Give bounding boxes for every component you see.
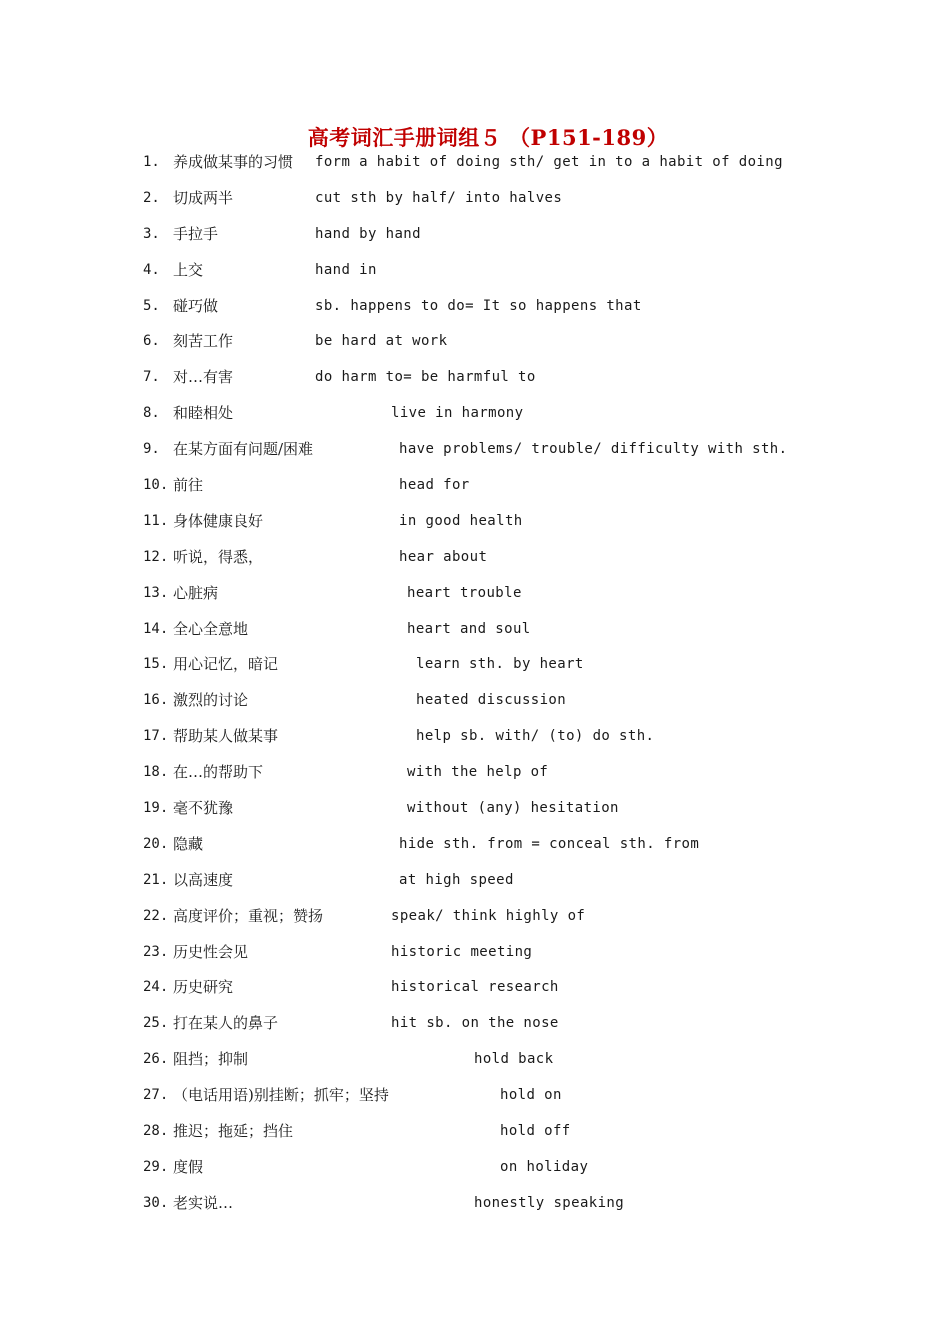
item-number: 19. bbox=[143, 800, 169, 817]
chinese-phrase: 养成做某事的习惯 bbox=[173, 153, 294, 171]
item-number: 3. bbox=[143, 225, 160, 242]
item-number: 6. bbox=[143, 333, 160, 350]
item-number: 25. bbox=[143, 1015, 169, 1032]
english-phrase: hold on bbox=[500, 1087, 562, 1104]
list-item bbox=[143, 689, 923, 725]
chinese-phrase: 在某方面有问题/困难 bbox=[173, 440, 314, 459]
english-phrase: in good health bbox=[399, 512, 523, 529]
chinese-phrase: 手拉手 bbox=[173, 224, 219, 243]
item-number: 5. bbox=[143, 297, 160, 314]
chinese-phrase: 阻挡；抑制 bbox=[173, 1050, 249, 1069]
list-item bbox=[143, 797, 923, 833]
english-phrase: help sb. with/ (to) do sth. bbox=[416, 728, 655, 745]
item-number: 16. bbox=[143, 692, 169, 709]
list-item bbox=[143, 1120, 923, 1156]
chinese-phrase: 在…的帮助下 bbox=[173, 763, 264, 782]
chinese-phrase: 以高速度 bbox=[173, 870, 234, 889]
item-number: 10. bbox=[143, 477, 169, 494]
list-item bbox=[143, 1084, 923, 1120]
english-phrase: head for bbox=[399, 477, 470, 494]
chinese-phrase: 帮助某人做某事 bbox=[173, 727, 279, 746]
english-phrase: be hard at work bbox=[315, 333, 448, 350]
document-title: 高考词汇手册词组５ （P151-189） bbox=[307, 125, 669, 150]
chinese-phrase: 和睦相处 bbox=[173, 404, 234, 423]
item-number: 4. bbox=[143, 261, 160, 278]
english-phrase: hold off bbox=[500, 1123, 571, 1140]
list-item bbox=[143, 833, 923, 869]
list-item bbox=[143, 725, 923, 761]
english-phrase: heated discussion bbox=[416, 692, 567, 709]
item-number: 1. bbox=[143, 154, 160, 170]
english-phrase: heart and soul bbox=[407, 620, 531, 637]
english-phrase: without (any) hesitation bbox=[407, 800, 619, 817]
list-item bbox=[143, 582, 923, 618]
item-number: 13. bbox=[143, 584, 169, 601]
chinese-phrase: 上交 bbox=[173, 260, 204, 279]
chinese-phrase: 对…有害 bbox=[173, 368, 234, 387]
english-phrase: live in harmony bbox=[391, 405, 524, 422]
chinese-phrase: 前往 bbox=[173, 476, 204, 495]
english-phrase: sb. happens to do= It so happens that bbox=[315, 297, 642, 314]
item-number: 9. bbox=[143, 441, 160, 458]
item-number: 12. bbox=[143, 548, 169, 565]
chinese-phrase: 打在某人的鼻子 bbox=[173, 1014, 279, 1033]
english-phrase: heart trouble bbox=[407, 584, 522, 601]
item-number: 2. bbox=[143, 189, 160, 206]
item-number: 7. bbox=[143, 369, 160, 386]
english-phrase: honestly speaking bbox=[474, 1194, 625, 1211]
english-phrase: hide sth. from = conceal sth. from bbox=[399, 835, 700, 852]
list-item bbox=[143, 869, 923, 905]
english-phrase: form a habit of doing sth/ get in to a habit of doing bbox=[315, 154, 783, 170]
list-item bbox=[143, 905, 923, 941]
list-item bbox=[143, 330, 923, 366]
chinese-phrase: 用心记忆，暗记 bbox=[173, 655, 279, 674]
list-item bbox=[143, 653, 923, 689]
list-item bbox=[143, 151, 923, 187]
item-number: 15. bbox=[143, 656, 169, 673]
chinese-phrase: 切成两半 bbox=[173, 188, 234, 207]
item-number: 22. bbox=[143, 907, 169, 924]
chinese-phrase: 刻苦工作 bbox=[173, 332, 234, 351]
item-number: 30. bbox=[143, 1194, 169, 1211]
english-phrase: hand in bbox=[315, 261, 377, 278]
english-phrase: have problems/ trouble/ difficulty with sth. bbox=[399, 441, 788, 458]
english-phrase: historical research bbox=[391, 979, 559, 996]
chinese-phrase: 心脏病 bbox=[173, 583, 219, 602]
english-phrase: learn sth. by heart bbox=[416, 656, 584, 673]
english-phrase: with the help of bbox=[407, 764, 549, 781]
list-item bbox=[143, 618, 923, 654]
list-item bbox=[143, 259, 923, 295]
chinese-phrase: 激烈的讨论 bbox=[173, 691, 249, 710]
item-number: 29. bbox=[143, 1158, 169, 1175]
item-number: 21. bbox=[143, 871, 169, 888]
list-item bbox=[143, 1048, 923, 1084]
english-phrase: speak/ think highly of bbox=[391, 907, 586, 924]
list-item bbox=[143, 941, 923, 977]
list-item bbox=[143, 1192, 923, 1228]
item-number: 8. bbox=[143, 405, 160, 422]
list-item bbox=[143, 510, 923, 546]
english-phrase: hear about bbox=[399, 548, 488, 565]
item-number: 17. bbox=[143, 728, 169, 745]
list-item bbox=[143, 402, 923, 438]
chinese-phrase: （电话用语)别挂断；抓牢；坚持 bbox=[173, 1086, 389, 1105]
list-item bbox=[143, 761, 923, 797]
chinese-phrase: 身体健康良好 bbox=[173, 511, 264, 530]
chinese-phrase: 度假 bbox=[173, 1157, 204, 1176]
vocabulary-list bbox=[143, 151, 923, 1228]
english-phrase: do harm to= be harmful to bbox=[315, 369, 536, 386]
chinese-phrase: 碰巧做 bbox=[173, 296, 219, 315]
item-number: 20. bbox=[143, 835, 169, 852]
item-number: 11. bbox=[143, 512, 169, 529]
chinese-phrase: 全心全意地 bbox=[173, 619, 249, 638]
list-item bbox=[143, 295, 923, 331]
item-number: 24. bbox=[143, 979, 169, 996]
english-phrase: historic meeting bbox=[391, 943, 533, 960]
chinese-phrase: 历史性会见 bbox=[173, 942, 249, 961]
item-number: 14. bbox=[143, 620, 169, 637]
chinese-phrase: 隐藏 bbox=[173, 834, 204, 853]
english-phrase: hit sb. on the nose bbox=[391, 1015, 559, 1032]
item-number: 18. bbox=[143, 764, 169, 781]
english-phrase: at high speed bbox=[399, 871, 514, 888]
list-item bbox=[143, 438, 923, 474]
list-item bbox=[143, 976, 923, 1012]
list-item bbox=[143, 187, 923, 223]
chinese-phrase: 听说，得悉， bbox=[173, 547, 264, 566]
list-item bbox=[143, 223, 923, 259]
english-phrase: hold back bbox=[474, 1051, 554, 1068]
english-phrase: on holiday bbox=[500, 1158, 589, 1175]
english-phrase: hand by hand bbox=[315, 225, 421, 242]
chinese-phrase: 毫不犹豫 bbox=[173, 799, 234, 818]
list-item bbox=[143, 1156, 923, 1192]
chinese-phrase: 推迟；拖延；挡住 bbox=[173, 1122, 294, 1141]
chinese-phrase: 老实说… bbox=[173, 1193, 234, 1212]
list-item bbox=[143, 474, 923, 510]
chinese-phrase: 高度评价；重视；赞扬 bbox=[173, 906, 324, 925]
list-item bbox=[143, 366, 923, 402]
item-number: 27. bbox=[143, 1087, 169, 1104]
item-number: 28. bbox=[143, 1123, 169, 1140]
list-item bbox=[143, 546, 923, 582]
item-number: 26. bbox=[143, 1051, 169, 1068]
item-number: 23. bbox=[143, 943, 169, 960]
english-phrase: cut sth by half/ into halves bbox=[315, 189, 563, 206]
list-item bbox=[143, 1012, 923, 1048]
chinese-phrase: 历史研究 bbox=[173, 978, 234, 997]
